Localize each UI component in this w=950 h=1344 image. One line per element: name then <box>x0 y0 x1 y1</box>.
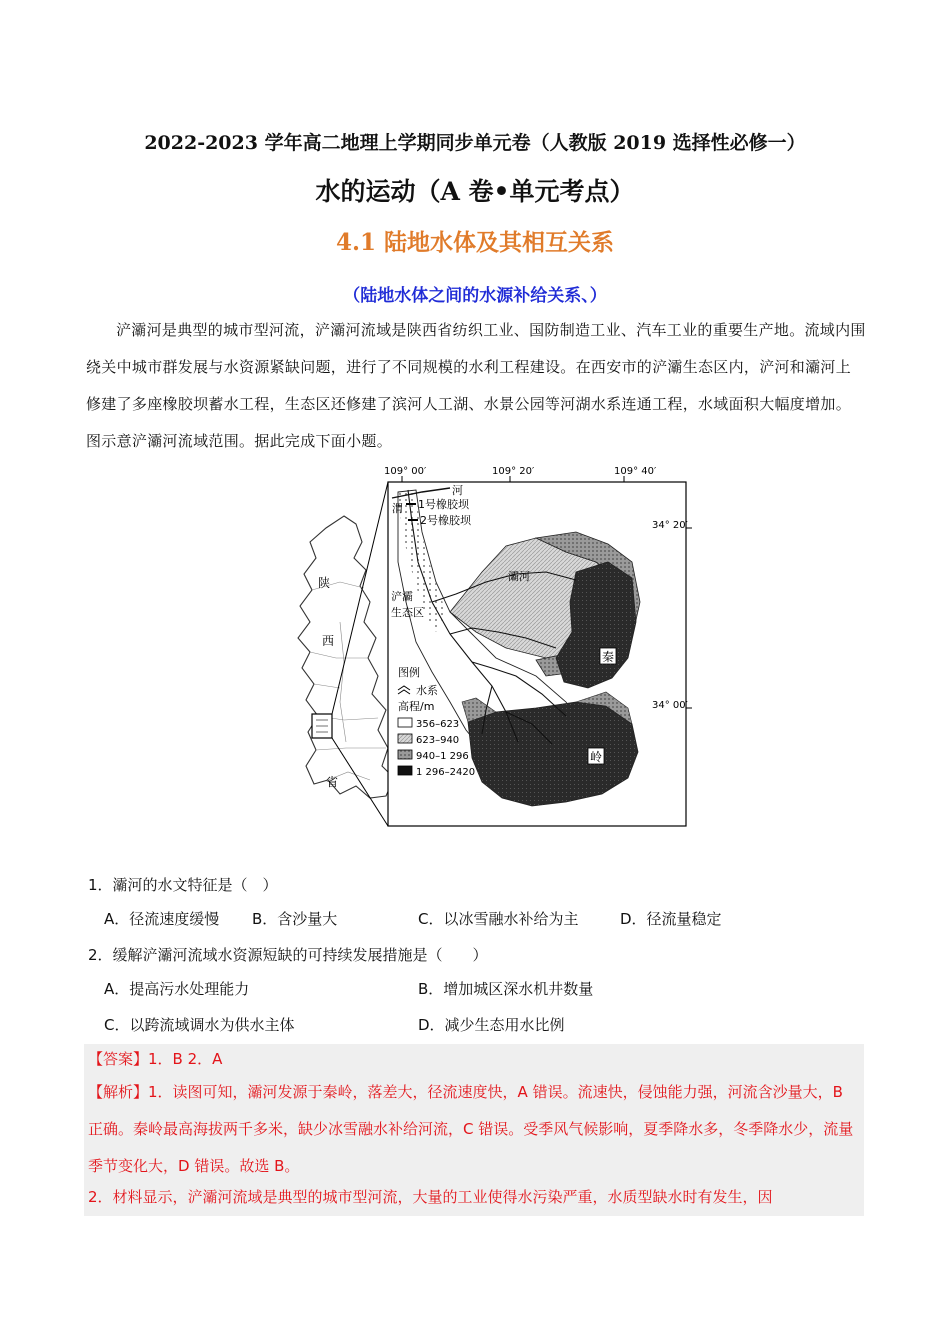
question-2-option-b: B．增加城区深水机井数量 <box>418 980 594 998</box>
qin-label: 秦 <box>602 650 615 664</box>
answer-analysis-2: 2．材料显示，浐灞河流域是典型的城市型河流，大量的工业使得水污染严重，水质型缺水时有发生，因 <box>88 1188 773 1206</box>
legend-range-4: 1 296–2420 <box>416 767 476 778</box>
legend-swatch-4 <box>398 766 412 775</box>
question-2-option-a: A．提高污水处理能力 <box>104 980 250 998</box>
lon-label-1: 109° 00′ <box>384 466 427 477</box>
question-1-option-c: C．以冰雪融水补给为主 <box>418 910 579 928</box>
province-char-shaan: 陕 <box>318 576 331 590</box>
answer-analysis-1: 【解析】1．读图可知，灞河发源于秦岭，落差大，径流速度快，A 错误。流速快，侵蚀能力强，河流含沙量大，B 正确。秦岭最高海拔两千多米，缺少冰雪融水补给河流，C 错误。受季风气候影响，夏季降水多，冬季降水少，流量季节变化大，D 错误。故选 B。 <box>88 1083 854 1175</box>
river-ba-label: 灞河 <box>508 570 530 583</box>
question-1-option-d: D．径流量稳定 <box>620 910 722 928</box>
province-char-xi: 西 <box>322 634 335 648</box>
question-2-stem: 2．缓解浐灞河流域水资源短缺的可持续发展措施是（ ） <box>88 946 488 964</box>
legend-range-3: 940–1 296 <box>416 751 469 762</box>
dam-2-label: 2号橡胶坝 <box>420 514 471 527</box>
intro-paragraph: 浐灞河是典型的城市型河流，浐灞河流域是陕西省纺织工业、国防制造工业、汽车工业的重要生产地。流域内围绕关中城市群发展与水资源紧缺问题，进行了不同规模的水利工程建设。在西安市的浐灞生态区内，浐河和灞河上修建了多座橡胶坝蓄水工程，生态区还修建了滨河人工湖、水景公园等河湖水系连通工程，水域面积大幅度增加。图示意浐灞河流域范围。据此完成下面小题。 <box>86 321 866 450</box>
eco-zone-label-2: 生态区 <box>391 606 424 619</box>
question-1-option-a: A．径流速度缓慢 <box>104 910 220 928</box>
lat-label-1: 34° 20′ <box>652 520 688 531</box>
legend-swatch-1 <box>398 718 412 727</box>
legend-range-1: 356–623 <box>416 719 460 730</box>
document-title: 2022-2023 学年高二地理上学期同步单元卷（人教版 2019 选择性必修一） <box>144 132 806 154</box>
province-char-sheng: 省 <box>326 775 339 789</box>
question-2-option-c: C．以跨流域调水为供水主体 <box>104 1016 295 1034</box>
legend-title: 图例 <box>398 666 420 679</box>
legend-water-label: 水系 <box>416 684 438 697</box>
eco-zone-label-1: 浐灞 <box>391 590 413 603</box>
dam-1-label: 1号橡胶坝 <box>418 498 469 511</box>
unit-subtitle: 水的运动（A 卷•单元考点） <box>315 177 635 206</box>
question-1-option-b: B．含沙量大 <box>252 910 338 928</box>
basin-map-figure <box>236 462 696 834</box>
lon-label-2: 109° 20′ <box>492 466 535 477</box>
topic-heading: （陆地水体之间的水源补给关系、） <box>343 286 607 306</box>
legend-range-2: 623–940 <box>416 735 460 746</box>
legend-swatch-2 <box>398 734 412 743</box>
lat-label-2: 34° 00′ <box>652 700 688 711</box>
question-1-stem: 1．灞河的水文特征是（ ） <box>88 876 278 894</box>
question-2-option-d: D．减少生态用水比例 <box>418 1016 565 1034</box>
answer-key: 【答案】1．B 2．A <box>88 1050 223 1068</box>
lon-label-3: 109° 40′ <box>614 466 657 477</box>
legend-swatch-3 <box>398 750 412 759</box>
section-heading: 4.1 陆地水体及其相互关系 <box>335 229 615 256</box>
river-he-label: 河 <box>452 484 463 497</box>
river-wei-label: 渭 <box>392 502 403 515</box>
legend-elevation-label: 高程/m <box>398 700 435 713</box>
ling-label: 岭 <box>590 750 603 764</box>
